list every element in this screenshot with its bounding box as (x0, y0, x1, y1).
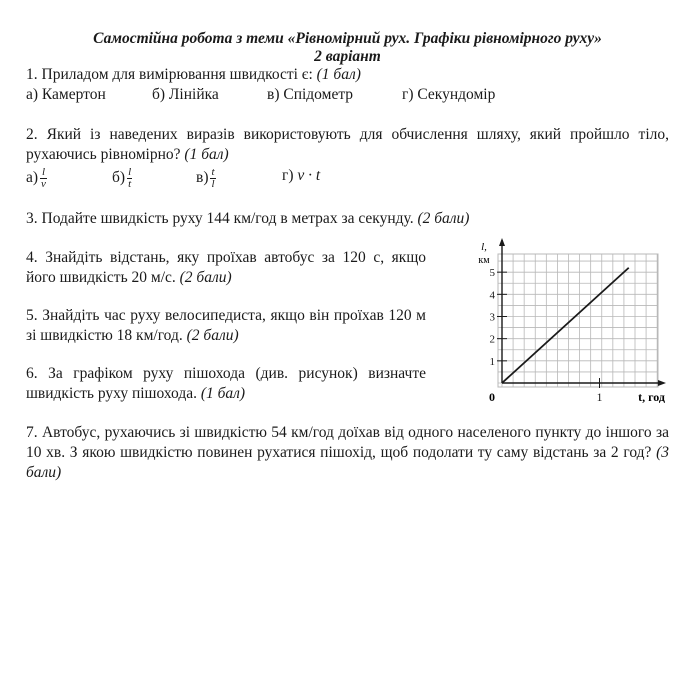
question-3-text: 3. Подайте швидкість руху 144 км/год в метрах за секунду. (26, 210, 418, 227)
q1-option-d: г) Секундомір (402, 86, 496, 103)
graph-series (502, 268, 629, 383)
fraction-l-over-t: $\frac{l}{t}$ (128, 166, 132, 190)
x-axis-arrow (658, 380, 666, 386)
variant-label: 2 варіант (314, 48, 381, 65)
question-1 (26, 66, 361, 84)
question-6-points: (1 бал) (200, 385, 246, 402)
fraction-t-over-l: $\frac{t}{l}$ (211, 166, 215, 190)
fraction-l-over-v: $\frac{l}{v}$ (41, 166, 46, 190)
q2-option-a: а) $\frac{l}{v}$ (26, 166, 46, 190)
distance-time-graph (462, 238, 668, 408)
y-axis-arrow (499, 238, 505, 246)
expression-v-times-t: v · t (297, 167, 321, 184)
question-3-points: (2 бали) (417, 210, 470, 227)
x-axis-label: t, год (638, 390, 665, 404)
grid-frame (498, 254, 658, 387)
y-tick-label: 5 (489, 267, 495, 280)
question-1-text: 1. Приладом для вимірювання швидкості є: (26, 66, 317, 83)
question-7-text: 7. Автобус, рухаючись зі швидкістю 54 км/год доїхав від одного населеного пункту до іншого за 10 хв. З якою швидкістю повинен рухатися пішохід, щоб подолати ту саму відстань за 2 год? (26, 424, 669, 461)
question-4-points: (2 бали) (179, 269, 232, 286)
q1-option-b: б) Лінійка (152, 86, 219, 103)
graph-grid (498, 254, 658, 387)
question-3 (26, 210, 469, 228)
question-5 (26, 306, 426, 346)
question-2 (26, 125, 669, 165)
question-2-text: 2. Який із наведених виразів використовують для обчислення шляху, який пройшло тіло, рухаючись рівномірно? (26, 126, 669, 163)
y-tick-label: 1 (489, 355, 495, 368)
q1-option-a: а) Камертон (26, 86, 106, 103)
question-6 (26, 364, 426, 404)
question-4-text: 4. Знайдіть відстань, яку проїхав автобус за 120 с, якщо його швидкість 20 м/с. (26, 249, 426, 286)
q2-option-b: б) $\frac{l}{t}$ (112, 166, 132, 190)
origin-label: 0 (489, 390, 495, 404)
q2-option-d: г) v · t (282, 167, 321, 184)
question-7-points: (3 бали) (26, 444, 669, 481)
question-1-points: (1 бал) (316, 66, 361, 83)
worksheet-title: Самостійна робота з теми «Рівномірний рух. Графіки рівномірного руху» (93, 30, 602, 47)
question-5-text: 5. Знайдіть час руху велосипедиста, якщо він проїхав 120 м зі швидкістю 18 км/год. (26, 307, 426, 344)
x-tick-label: 1 (596, 390, 603, 404)
y-tick-label: 4 (489, 289, 495, 302)
y-axis-label: l, км (478, 241, 490, 266)
question-4 (26, 248, 426, 288)
distance-time-line (502, 268, 629, 383)
q1-option-c: в) Спідометр (267, 86, 354, 103)
question-6-text: 6. За графіком руху пішохода (див. рисунок) визначте швидкість руху пішохода. (26, 365, 426, 402)
question-2-points: (1 бал) (184, 146, 229, 163)
question-5-points: (2 бали) (186, 327, 239, 344)
y-tick-label: 3 (489, 311, 495, 324)
q2-option-c: в) $\frac{t}{l}$ (196, 166, 215, 190)
question-7 (26, 423, 669, 483)
y-tick-label: 2 (489, 333, 495, 346)
